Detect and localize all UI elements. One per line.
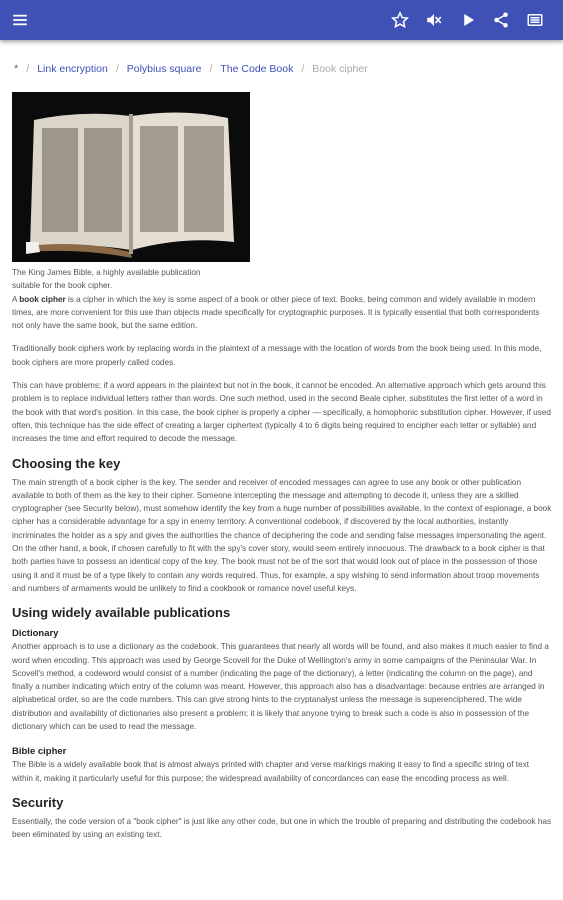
choosing-key-paragraph: The main strength of a book cipher is the key. The sender and receiver of encoded messages can agree to use any book or other publication available to both of them as the key to their cipher. Someone intercepting the message and attempting to decode it, unless they are a skilled cryptographer (see Security below), must somehow identify the key from a huge number of possibilities available. In the context of espionage, a book cipher has a considerable advantage for a spy in enemy territory. A conventional codebook, if discovered by the local authorities, instantly incriminates the holder as a spy and gives the authorities the chance of deciphering the code and sending false messages impersonating the agent. On the other hand, a book, if chosen carefully to fit with the spy's cover story, would seem entirely innocuous. The drawback to a book cipher is that both parties have to possess an identical copy of the key. The book must not be of the sort that would look out of place in the possession of those using it and it must be of a type likely to contain any words required. Thus, for example, a spy wishing to send information about troop movements and numbers of armaments would be unlikely to find a cookbook or romance novel useful keys.: [12, 477, 552, 593]
breadcrumb-link-encryption[interactable]: Link encryption: [37, 63, 108, 75]
heading-bible-cipher: Bible cipher: [12, 746, 67, 758]
heading-choosing-the-key: Choosing the key: [12, 455, 121, 471]
heading-security: Security: [12, 794, 64, 810]
intro-paragraph-2: Traditionally book ciphers work by replacing words in the plaintext of a message with the location of words from the book being used. In this mode, book ciphers are more properly called codes.: [12, 344, 542, 367]
heading-widely-available-publications: Using widely available publications: [12, 605, 231, 621]
menu-icon[interactable]: [8, 8, 32, 32]
breadcrumb-the-code-book[interactable]: The Code Book: [220, 63, 294, 75]
breadcrumb-home[interactable]: *: [14, 63, 19, 75]
caption-line-2: suitable for the book cipher.: [12, 281, 113, 291]
intro-text-a: A: [12, 294, 20, 304]
view-list-icon[interactable]: [523, 8, 547, 32]
breadcrumb: * / Link encryption / Polybius square / The Code Book / Book cipher: [14, 63, 368, 75]
term-book-cipher: book cipher: [19, 294, 66, 304]
security-paragraph: Essentially, the code version of a "book cipher" is just like any other code, but one in which the trouble of preparing and distributing the codebook has been eliminated by using an existing text.: [12, 816, 552, 840]
star-icon[interactable]: [388, 8, 412, 32]
breadcrumb-current: Book cipher: [312, 63, 368, 75]
heading-dictionary: Dictionary: [12, 628, 59, 640]
intro-paragraph-1: [12, 293, 552, 333]
bible-cipher-paragraph: The Bible is a widely available book that is almost always printed with chapter and verse markings making it easy to find a specific string of text within it, making it particularly useful for this purpose; the widespread availability of concordances can ease the encoding process as well.: [12, 760, 529, 783]
breadcrumb-polybius-square[interactable]: Polybius square: [126, 63, 202, 75]
volume-off-icon[interactable]: [422, 8, 446, 32]
caption-line-1: The King James Bible, a highly available publication: [12, 268, 201, 277]
play-icon[interactable]: [456, 8, 480, 32]
article-image[interactable]: [12, 92, 250, 262]
share-icon[interactable]: [489, 8, 513, 32]
image-caption: [12, 266, 232, 293]
article-content: [12, 266, 552, 842]
intro-text-b: is a cipher in which the key is some aspect of a book or other piece of text. Books, being common and widely available in modern times, are more convenient for this use than objects made specifically for cryptographic purposes. It is typically essential that both correspondents not only have the same book, but the same edition.: [12, 294, 540, 331]
dictionary-paragraph: Another approach is to use a dictionary as the codebook. This guarantees that nearly all words will be found, and also makes it much easier to find a word when encoding. This approach was used by George Scovell for the Duke of Wellington's army in some campaigns of the Peninsular War. In Scovell's method, a codeword would consist of a number (indicating the page of the dictionary), a letter (indicating the column on the page), and finally a number indicating which entry of the column was meant. However, this approach also has a disadvantage: because entries are arranged in alphabetical order, so are the code numbers. This can give strong hints to the cryptanalyst unless the message is superenciphered. The wide distribution and availability of dictionaries also present a problem; it is likely that anyone trying to break such a code is also in possession of the dictionary which can be used to read the message.: [12, 642, 549, 732]
app-toolbar: [0, 0, 563, 40]
open-bible-illustration: [12, 92, 250, 262]
intro-paragraph-3: This can have problems; if a word appears in the plaintext but not in the book, it cannot be encoded. An alternative approach which gets around this problem is to replace individual letters rather than words. One such method, used in the second Beale cipher, substitutes the first letter of a word in the book with that word's position. In this case, the book cipher is properly a cipher — specifically, a homophonic substitution cipher. However, if used often, this technique has the side effect of creating a larger ciphertext (typically 4 to 6 digits being required to encipher each letter or syllable) and increases the time and effort required to decode the message.: [12, 381, 551, 444]
